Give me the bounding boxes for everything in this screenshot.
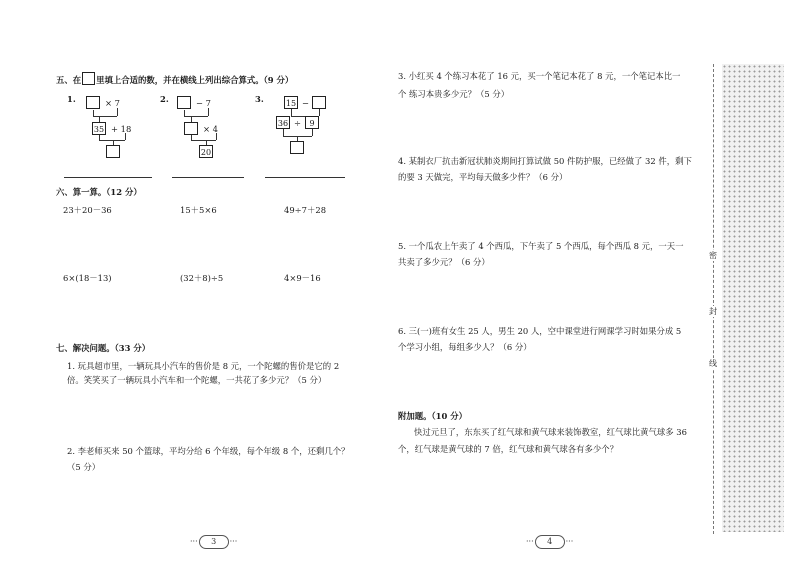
p1-branch-right: [117, 108, 118, 116]
binding-dashed-line: [713, 64, 714, 534]
q2-line1: 2. 李老师买来 50 个篮球，平均分给 6 个年级，每个年级 8 个，还剩几个？: [67, 446, 350, 456]
p3-branch2-right: [312, 129, 313, 136]
extra-line2: 个，红气球是黄气球的 7 倍，红气球和黄气球各有多少个？: [398, 444, 619, 454]
binding-char-1: 密: [706, 250, 720, 261]
expr-6: 4×9－16: [284, 273, 321, 283]
page-number-left: [190, 535, 237, 549]
p3-answer-line[interactable]: [265, 177, 345, 178]
sec5-title-post: 里填上合适的数，并在横线上列出综合算式。（9 分）: [96, 75, 294, 85]
dots-left: ···: [190, 537, 198, 546]
p2-branch2-right: [216, 133, 217, 140]
p3-num: 3.: [255, 94, 264, 104]
p2-branch-right: [208, 108, 209, 116]
extra-line1: 快过元旦了，东东买了红气球和黄气球来装饰教室，红气球比黄气球多 36: [414, 427, 687, 437]
binding-dotted-pattern: [722, 64, 784, 532]
q3-line1: 3. 小红买 4 个练习本花了 16 元，买一个笔记本花了 8 元，一个笔记本比一: [398, 71, 681, 81]
p2-answer-line[interactable]: [172, 177, 244, 178]
p1-branch2-right: [125, 133, 126, 140]
p3-branch-right: [319, 109, 320, 116]
p3-box3: 9: [305, 116, 319, 129]
q1-line1: 1. 玩具超市里，一辆玩具小汽车的售价是 8 元，一个陀螺的售价是它的 2: [67, 361, 340, 371]
expr-5: (32＋8)÷5: [180, 273, 224, 283]
q2-line2: （5 分）: [67, 462, 101, 472]
q5-line1: 5. 一个瓜农上午卖了 4 个西瓜，下午卖了 5 个西瓜，每个西瓜 8 元，一天一: [398, 241, 684, 251]
p3-box2: 36: [276, 116, 290, 129]
expr-1: 23＋20－36: [63, 205, 112, 215]
page-number-3: 3: [199, 535, 229, 549]
p3-op1: −: [302, 98, 310, 108]
q5-line2: 共卖了多少元？（6 分）: [398, 257, 490, 267]
sec5-title-pre: 五、在: [56, 75, 82, 85]
p3-box4[interactable]: [290, 141, 304, 154]
p1-answer-line[interactable]: [64, 177, 152, 178]
p2-num: 2.: [160, 94, 169, 104]
q6-line1: 6. 三(一)班有女生 25 人，男生 20 人，空中课堂进行网课学习时如果分成 5: [398, 326, 682, 336]
p3-branch2-left: [283, 129, 284, 136]
sec6-title: 六、算一算。（12 分）: [56, 187, 142, 197]
p2-op2: × 4: [203, 124, 219, 134]
dots-right: ···: [229, 537, 238, 546]
p1-box1[interactable]: [86, 96, 100, 109]
p2-box3: 20: [199, 145, 213, 158]
p3-box1: 15: [284, 96, 298, 109]
expr-4: 6×(18－13): [63, 273, 112, 283]
p3-op2: ÷: [294, 118, 302, 128]
expr-2: 15＋5×6: [180, 205, 217, 215]
p2-join2: [191, 140, 216, 141]
p1-box3[interactable]: [106, 145, 120, 158]
q4-line2: 的要 3 天做完，平均每天做多少件？（6 分）: [398, 172, 568, 182]
sec5-title: [56, 72, 293, 86]
blank-box-icon: [82, 72, 95, 85]
expr-3: 49÷7＋28: [284, 205, 327, 215]
binding-char-2: 封: [706, 306, 720, 317]
page-number-4: 4: [535, 535, 565, 549]
p1-op1: × 7: [105, 98, 121, 108]
p1-join2: [99, 140, 125, 141]
p2-box2[interactable]: [184, 122, 198, 135]
p3-box-blank[interactable]: [312, 96, 326, 109]
q4-line1: 4. 某制衣厂抗击新冠状肺炎期间打算试做 50 件防护服，已经做了 32 件，剩下: [398, 156, 692, 166]
p2-join: [184, 116, 208, 117]
p1-num: 1.: [67, 94, 76, 104]
q1-line2: 倍。笑笑买了一辆玩具小汽车和一个陀螺，一共花了多少元？（5 分）: [67, 375, 327, 385]
p3-branch-left: [291, 109, 292, 116]
dots-right: ···: [565, 537, 574, 546]
binding-char-3: 线: [706, 358, 720, 369]
sec7-title: 七、解决问题。（33 分）: [56, 343, 151, 353]
q3-line2: 个 练习本贵多少元？（5 分）: [398, 89, 510, 99]
q6-line2: 个学习小组，每组多少人？（6 分）: [398, 342, 532, 352]
p2-box1[interactable]: [177, 96, 191, 109]
extra-title: 附加题。（10 分）: [398, 411, 467, 421]
dots-left: ···: [526, 537, 534, 546]
p2-op1: − 7: [196, 98, 212, 108]
p1-op2: + 18: [111, 124, 132, 134]
p1-box2: 35: [92, 122, 106, 135]
p1-join: [93, 116, 117, 117]
page-number-right: [526, 535, 573, 549]
